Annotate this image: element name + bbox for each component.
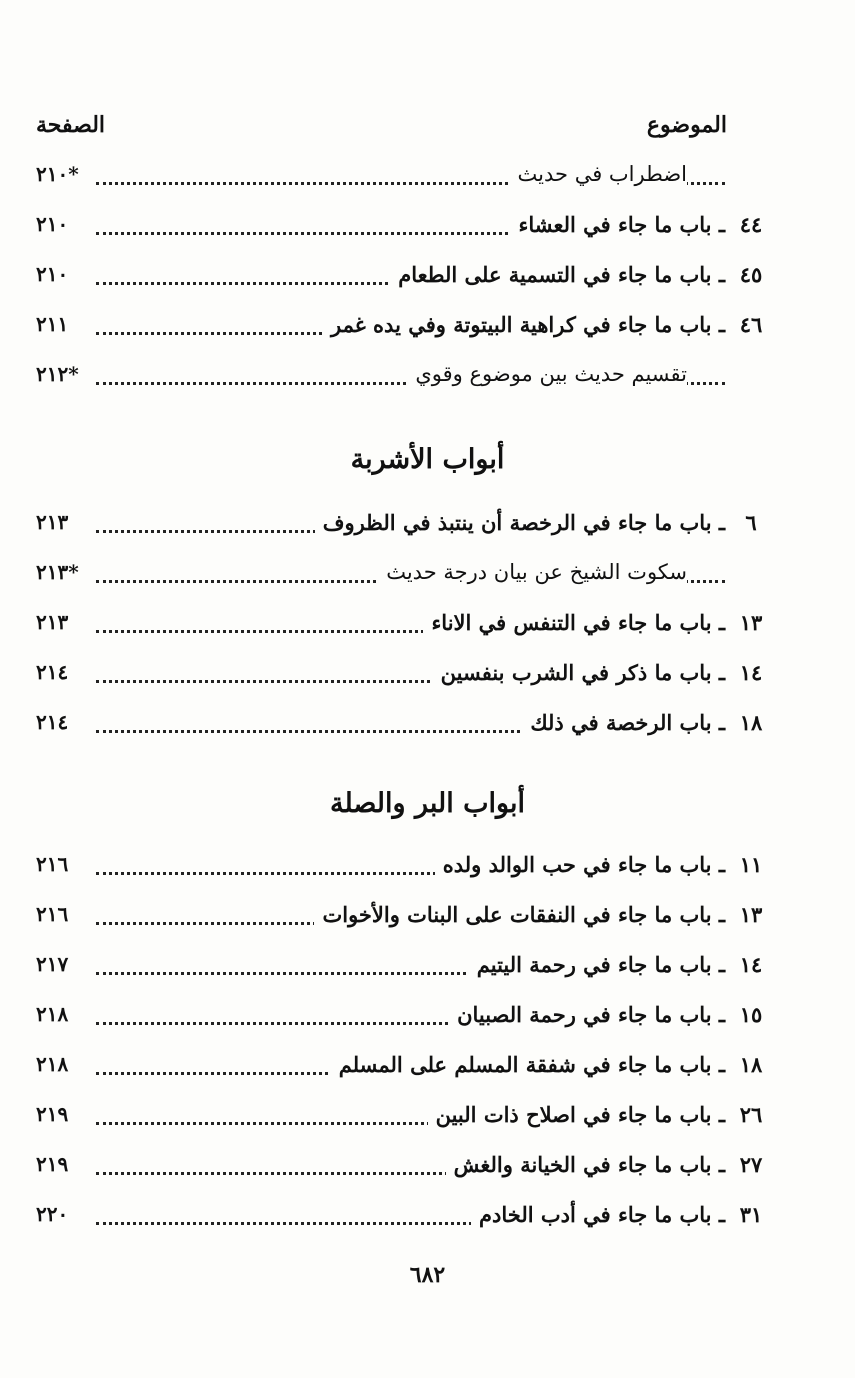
entry-title: سكوت الشيخ عن بيان درجة حديث [378,560,687,584]
entry-title: ـ باب ما جاء في رحمة اليتيم [469,952,725,977]
entry-title: ـ باب ما جاء في شفقة المسلم على المسلم [331,1052,725,1077]
entry-page-number: ٢١٨ [36,1052,69,1076]
section-heading-drinks: أبواب الأشربة [350,444,505,475]
toc-entry-row [36,1042,771,1092]
entry-title: ـ باب ما جاء في النفقات على البنات والأخوات [314,902,725,927]
toc-entry-row [36,1142,771,1192]
entry-page-number: ٢١٤ [36,660,69,684]
entry-title: ـ باب ما جاء في التسمية على الطعام [390,262,725,287]
entry-number: ١٥ [739,1002,763,1027]
entry-number: ٦ [745,510,757,535]
toc-entry-row [36,252,771,302]
entry-page-number: ٢١٦ [36,902,69,926]
page-number: ٦٨٢ [409,1262,446,1288]
entry-number: ١٤ [739,952,763,977]
toc-entry-row [36,992,771,1042]
entry-number: ٤٤ [739,212,763,237]
topic-column-label: الموضوع [646,112,727,138]
entry-title: ـ باب ما جاء في اصلاح ذات البين [428,1102,725,1127]
entry-page-number: ٢١١ [36,312,69,336]
entry-title: ـ باب ما ذكر في الشرب بنفسين [433,660,725,685]
entry-number: ٢٧ [739,1152,763,1177]
entry-number: ١٨ [739,1052,763,1077]
entry-title: ـ باب ما جاء في التنفس في الاناء [423,610,725,635]
entry-page-number: ٢١٧ [36,952,69,976]
entry-page-number: ٢١٠ [36,262,69,286]
entry-title: ـ باب الرخصة في ذلك [522,710,725,735]
section-heading-birr: أبواب البر والصلة [329,788,526,819]
entry-page-number: ٢١٠* [36,162,79,186]
toc-note-row [36,550,771,600]
entry-page-number: ٢١٢* [36,362,79,386]
entry-number: ١٨ [739,710,763,735]
entry-number: ١٣ [739,902,763,927]
section-entries-drinks [36,500,771,750]
entry-page-number: ٢١٨ [36,1002,69,1026]
entry-title: ـ باب ما جاء في العشاء [510,212,725,237]
entry-page-number: ٢١٦ [36,852,69,876]
entry-title: ـ باب ما جاء في الرخصة أن ينتبذ في الظروف [315,510,725,535]
toc-entry-row [36,302,771,352]
entry-number: ٤٦ [739,312,763,337]
entry-number: ١٣ [739,610,763,635]
toc-entry-row [36,600,771,650]
entry-title: ـ باب ما جاء في رحمة الصبيان [449,1002,725,1027]
toc-note-row [36,152,771,202]
toc-entry-row [36,650,771,700]
entry-number: ٤٥ [739,262,763,287]
entry-title: ـ باب ما جاء في كراهية البيتوتة وفي يده غمر [323,312,725,337]
entry-number: ١٤ [739,660,763,685]
entry-page-number: ٢١٣ [36,610,69,634]
entry-page-number: ٢١٩ [36,1102,69,1126]
entry-page-number: ٢١٠ [36,212,69,236]
entry-page-number: ٢٢٠ [36,1202,69,1226]
entry-title: ـ باب ما جاء في حب الوالد ولده [435,852,725,877]
section-entries-birr [36,842,771,1242]
section-entries-1 [36,152,771,402]
entry-title: اضطراب في حديث [510,162,687,186]
toc-entry-row [36,500,771,550]
entry-page-number: ٢١٩ [36,1152,69,1176]
toc-entry-row [36,1092,771,1142]
entry-number: ٢٦ [739,1102,763,1127]
entry-title: ـ باب ما جاء في أدب الخادم [471,1202,725,1227]
column-header [36,112,727,148]
toc-entry-row [36,700,771,750]
toc-entry-row [36,892,771,942]
toc-note-row [36,352,771,402]
entry-page-number: ٢١٤ [36,710,69,734]
entry-page-number: ٢١٣* [36,560,79,584]
page-column-label: الصفحة [36,112,106,138]
entry-page-number: ٢١٣ [36,510,69,534]
entry-number: ١١ [739,852,763,877]
entry-title: تقسيم حديث بين موضوع وقوي [407,362,687,386]
entry-title: ـ باب ما جاء في الخيانة والغش [446,1152,725,1177]
toc-entry-row [36,1192,771,1242]
toc-entry-row [36,942,771,992]
entry-number: ٣١ [739,1202,763,1227]
toc-entry-row [36,202,771,252]
toc-entry-row [36,842,771,892]
